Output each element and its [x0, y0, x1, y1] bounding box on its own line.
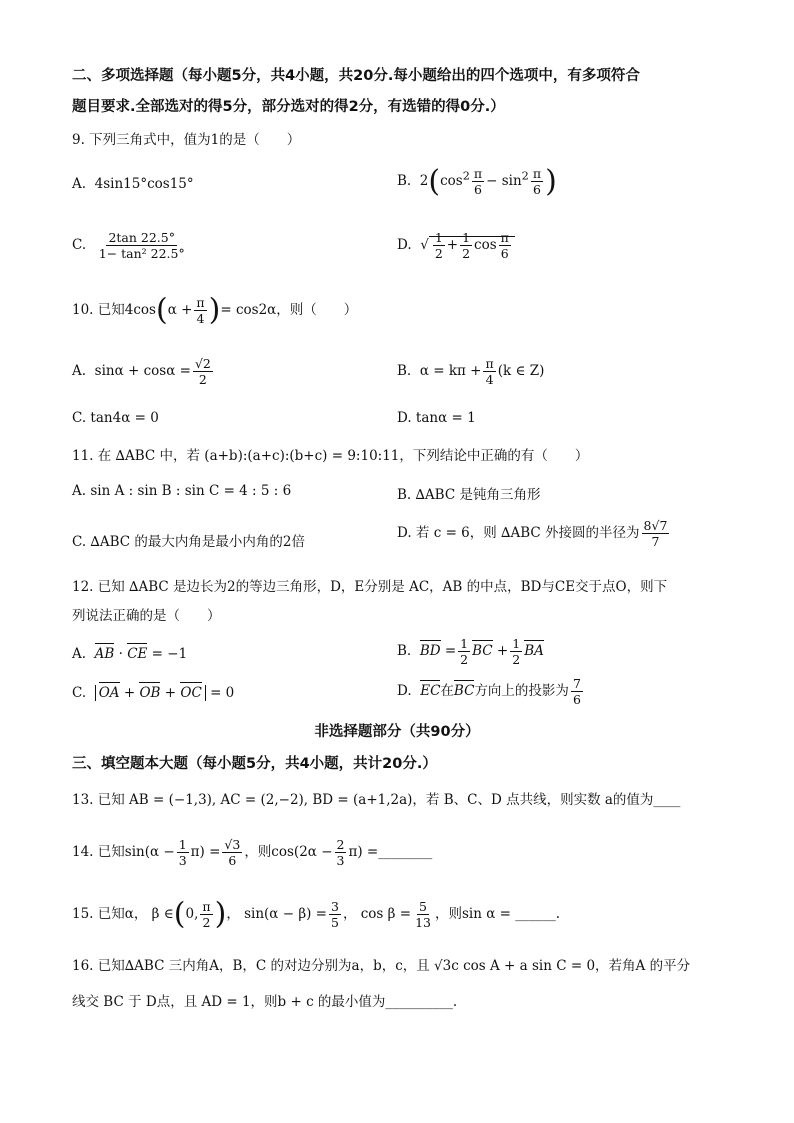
q14-mid1: π) =: [190, 844, 221, 860]
q14-prefix: 14. 已知sin(α −: [72, 844, 175, 860]
q11-option-b: B. ∆ABC 是钝角三角形: [397, 487, 541, 503]
q15-prefix: 15. 已知α， β ∈: [72, 906, 174, 922]
q10-a-expr: sinα + cosα =: [94, 363, 191, 379]
q12-d-tail: 方向上的投影为: [474, 683, 569, 699]
q10-option-d: D. tanα = 1: [397, 410, 476, 426]
q11-option-c: C. ∆ABC 的最大内角是最小内角的2倍: [72, 534, 305, 550]
option-label: D.: [397, 237, 412, 253]
q10-stem-suffix: = cos2α，则（ ）: [220, 302, 358, 318]
q10-stem-prefix: 10. 已知4cos: [72, 302, 156, 318]
q10-stem: 10. 已知4cos(α + $\frac{\pi}{4}$ )= cos2α，则（ ）: [72, 292, 358, 328]
q15-mid1: ， sin(α − β) =: [226, 906, 327, 922]
q9-option-c: [72, 230, 189, 261]
q12-d-mid: 在: [440, 683, 454, 699]
q16-line2: 线交 BC 于 D点，且 AD = 1，则b + c 的最小值为__________.: [72, 994, 458, 1010]
q11-option-a: A. sin A : sin B : sin C = 4 : 5 : 6: [72, 483, 292, 499]
q10-option-b: B. α = kπ + $\frac{\pi}{4}$ (k ∈ Z): [397, 356, 545, 387]
q12-stem-line2: 列说法正确的是（ ）: [72, 608, 221, 624]
q12-option-b: B. BD = $\frac{1}{2}$ BC + $\frac{1}{2}$ BA: [397, 636, 544, 667]
q14-mid2: ，则cos(2α −: [244, 844, 333, 860]
q11-d-denominator: 7: [651, 534, 660, 549]
q14-suffix: π) =________: [348, 844, 433, 860]
part2-title: 非选择题部分（共90分）: [314, 724, 480, 740]
q10-b-expr: α = kπ +: [419, 363, 482, 379]
q9-stem: 9. 下列三角式中，值为1的是（ ）: [72, 132, 301, 148]
q12-stem-line1: 12. 已知 ∆ABC 是边长为2的等边三角形，D，E分别是 AC，AB 的中点，BD与CE交于点O，则下: [72, 579, 668, 595]
q12-a-tail: = −1: [151, 646, 188, 662]
section2-heading-line1: 二、多项选择题（每小题5分，共4小题，共20分.每小题给出的四个选项中，有多项符合: [72, 68, 640, 84]
q9-option-a: [72, 176, 194, 192]
q13-text: 13. 已知 AB = (−1,3), AC = (2,−2), BD = (a+1,2a)，若 B、C、D 点共线，则实数 a的值为____: [72, 792, 681, 808]
option-label: B.: [397, 173, 412, 189]
q12-c-tail: = 0: [210, 685, 235, 701]
q9-c-denominator: 1− tan² 22.5°: [98, 246, 185, 261]
q9-c-numerator: 2tan 22.5°: [108, 230, 175, 245]
option-label: B.: [397, 363, 412, 379]
q10-b-tail: (k ∈ Z): [497, 363, 545, 379]
q16-line1: 16. 已知∆ABC 三内角A，B，C 的对边分别为a，b，c，且 √3c cos A + a sin C = 0，若角A 的平分: [72, 958, 691, 974]
q12-option-c: C. OA + OB + OC = 0: [72, 685, 235, 701]
q11-d-numerator: 8√7: [643, 518, 668, 533]
option-label: C.: [72, 685, 87, 701]
section2-heading-line2: 题目要求.全部选对的得5分，部分选对的得2分，有选错的得0分.）: [72, 99, 505, 115]
option-label: D.: [397, 683, 412, 699]
section3-heading: 三、填空题本大题（每小题5分，共4小题，共计20分.）: [72, 756, 437, 772]
option-label: A.: [72, 176, 87, 192]
option-label: A.: [72, 646, 87, 662]
q15-mid2: ， cos β =: [342, 906, 412, 922]
option-label: C.: [72, 237, 87, 253]
q15-suffix: ，则sin α = ______.: [434, 906, 561, 922]
q10-option-c: C. tan4α = 0: [72, 410, 159, 426]
q11-stem: 11. 在 ∆ABC 中，若 (a+b):(a+c):(b+c) = 9:10:11，下列结论中正确的有（ ）: [72, 448, 589, 464]
q14-text: 14. 已知sin(α − $\frac{1}{3}$ π) = $\frac{√3}{6}$ ，则cos(2α − $\frac{2}{3}$ π) =________: [72, 837, 433, 868]
q9-a-expr: 4sin15°cos15°: [94, 176, 194, 192]
q11-d-text: D. 若 c = 6，则 ∆ABC 外接圆的半径为: [397, 525, 640, 541]
q12-option-d: D. EC在BC方向上的投影为 $\frac{7}{6}$: [397, 676, 581, 707]
q15-text: 15. 已知α， β ∈(0, $\frac{\pi}{2}$ )， sin(α − β) = $\frac{3}{5}$ ， cos β = $\frac{5}{13}$ ，则sin α = ______.: [72, 896, 561, 932]
q9-option-b: B. $2(\cos^2$ $\frac{\pi}{6}$ − $\sin^2$ $\frac{\pi}{6}$ ): [397, 164, 557, 199]
q10-option-a: A. sinα + cosα = $\frac{√2}{2}$: [72, 356, 211, 387]
option-label: A.: [72, 363, 87, 379]
option-label: B.: [397, 643, 412, 659]
q9-option-d: D. √ $\frac{1}{2}$ + $\frac{1}{2}$ cos $\frac{\pi}{6}$: [397, 230, 515, 261]
q11-option-d: [397, 518, 671, 549]
q12-option-a: A. AB · CE = −1: [72, 646, 188, 662]
